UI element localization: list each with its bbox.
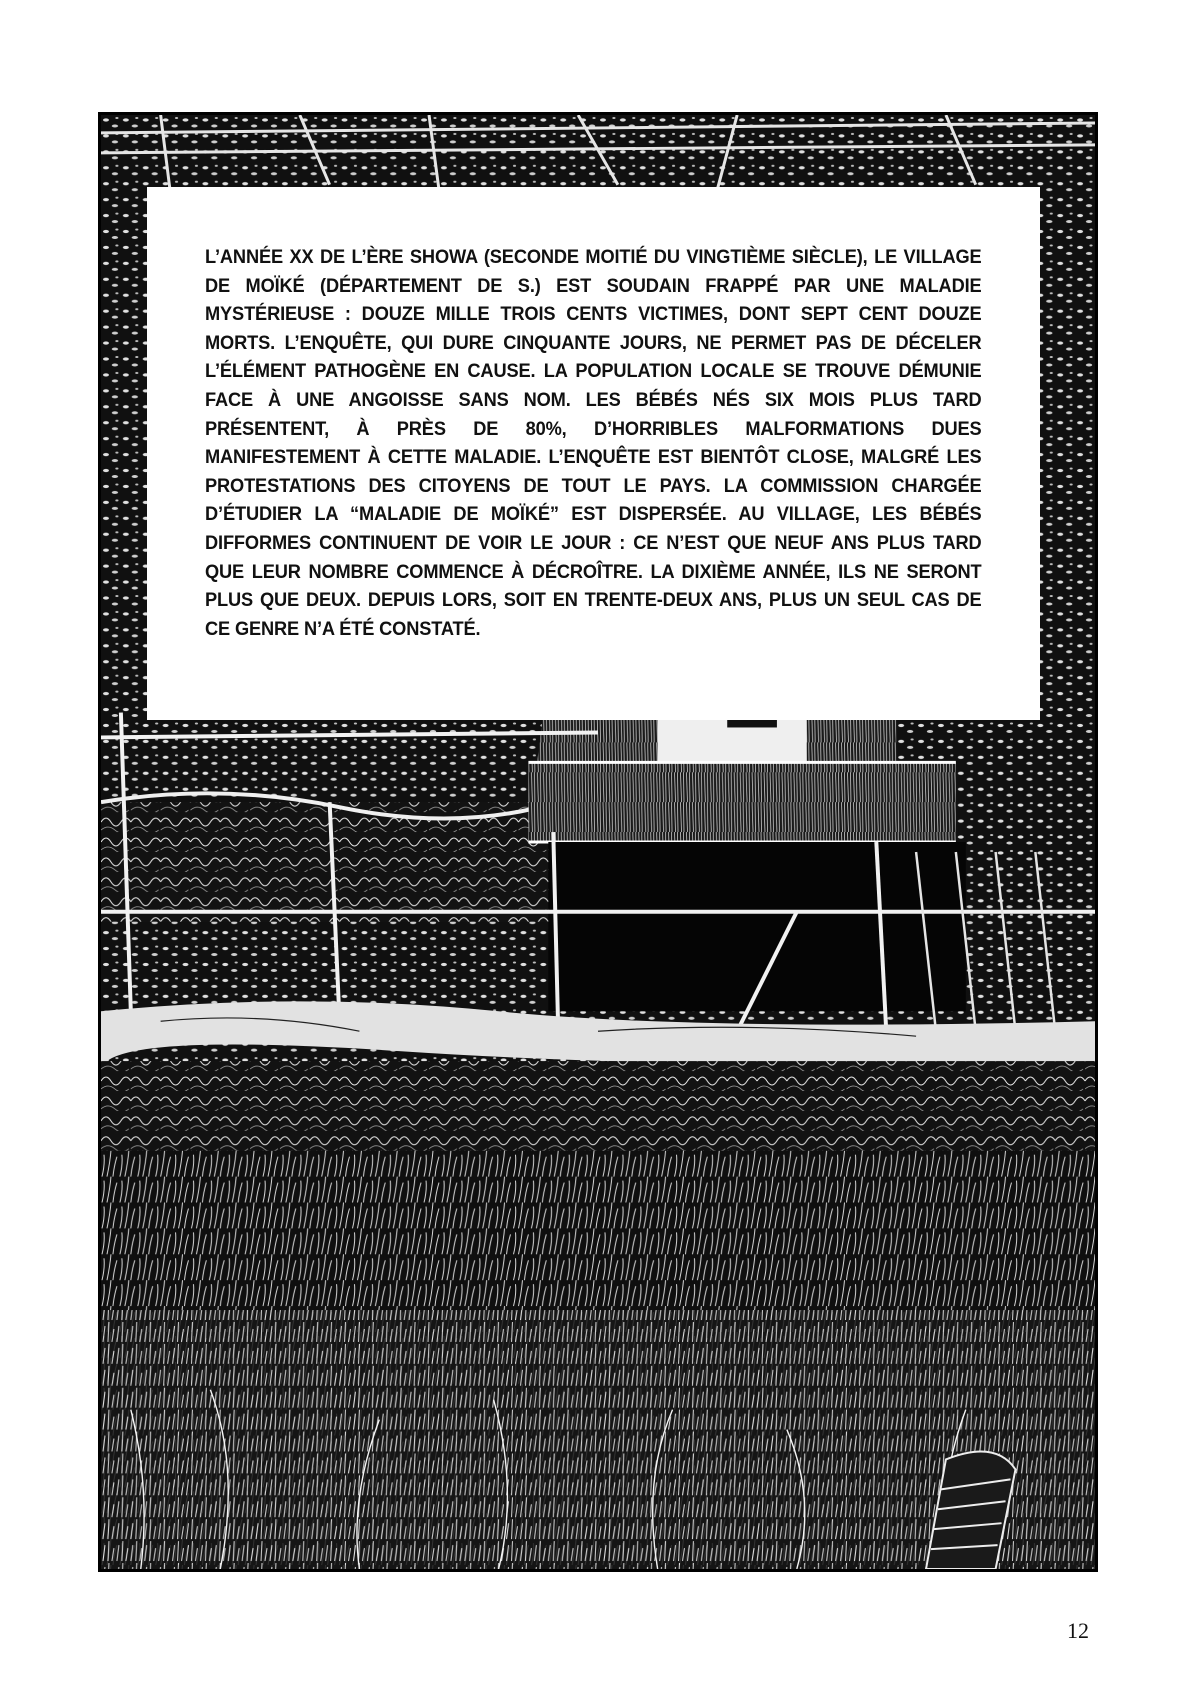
narration-caption-box	[147, 187, 1040, 720]
narration-text: L’ANNÉE XX DE L’ÈRE SHOWA (SECONDE MOITIÉ DU VINGTIÈME SIÈCLE), LE VILLAGE DE MOÏKÉ (DÉPARTEMENT DE S.) EST SOUDAIN FRAPPÉ PAR UNE MALADIE MYSTÉRIEUSE : DOUZE MILLE TROIS CENTS VICTIMES, DONT SEPT CENT DOUZE MORTS. L’ENQUÊTE, QUI DURE CINQUANTE JOURS, NE PERMET PAS DE DÉCELER L’ÉLÉMENT PATHOGÈNE EN CAUSE. LA POPULATION LOCALE SE TROUVE DÉMUNIE FACE À UNE ANGOISSE SANS NOM. LES BÉBÉS NÉS SIX MOIS PLUS TARD PRÉSENTENT, À PRÈS DE 80%, D’HORRIBLES MALFORMATIONS DUES MANIFESTEMENT À CETTE MALADIE. L’ENQUÊTE EST BIENTÔT CLOSE, MALGRÉ LES PROTESTATIONS DES CITOYENS DE TOUT LE PAYS. LA COMMISSION CHARGÉE D’ÉTUDIER LA “MALADIE DE MOÏKÉ” EST DISPERSÉE. AU VILLAGE, LES BÉBÉS DIFFORMES CONTINUENT DE VOIR LE JOUR : CE N’EST QUE NEUF ANS PLUS TARD QUE LEUR NOMBRE COMMENCE À DÉCROÎTRE. LA DIXIÈME ANNÉE, ILS NE SERONT PLUS QUE DEUX. DEPUIS LORS, SOIT EN TRENTE-DEUX ANS, PLUS UN SEUL CAS DE CE GENRE N’A ÉTÉ CONSTATÉ.	[205, 246, 982, 640]
page-number: 12	[1067, 1618, 1089, 1643]
